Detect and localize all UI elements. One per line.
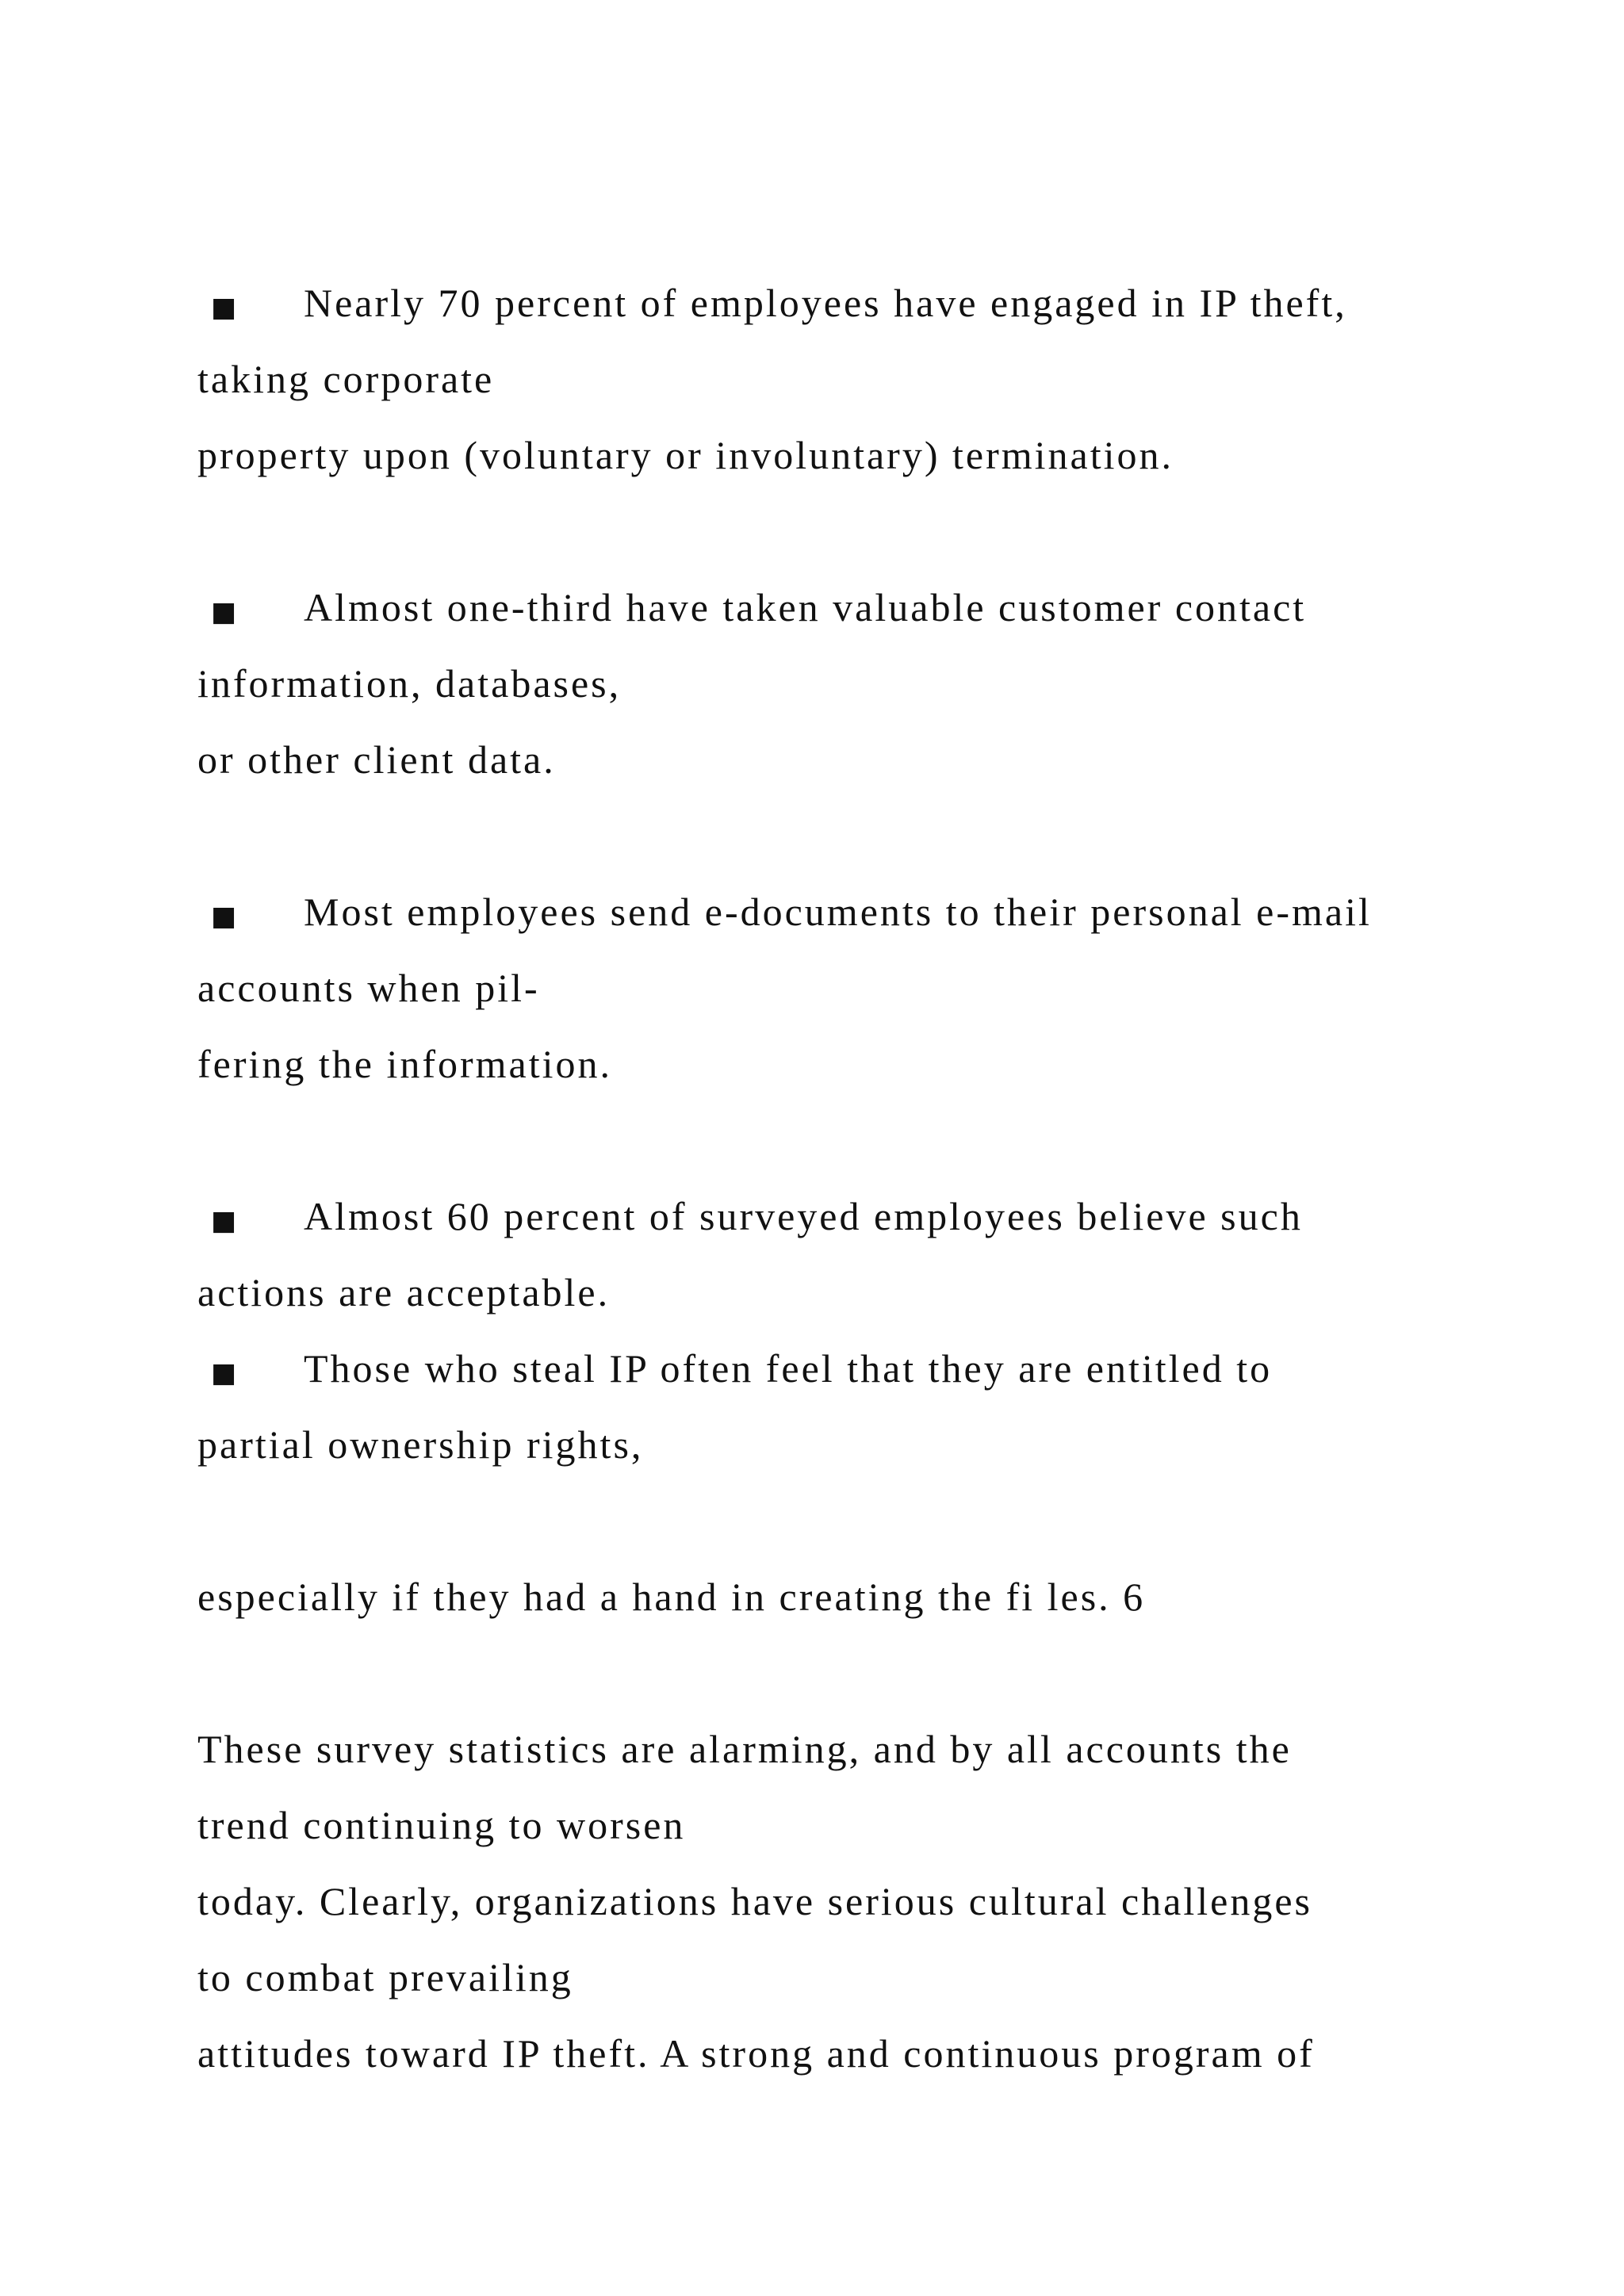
paragraph-line: attitudes toward IP theft. A strong and continuous program of (197, 2031, 1315, 2076)
bullet-text: Almost one-third have taken valuable customer contact (304, 585, 1307, 629)
bullet-text: Most employees send e-documents to their personal e-mail (304, 890, 1372, 934)
square-bullet-icon: ■ (211, 901, 239, 932)
bullet-item-1 (211, 265, 1347, 341)
square-bullet-icon: ■ (211, 596, 239, 628)
bullet-item-4 (211, 1178, 1303, 1254)
bullet-text: Almost 60 percent of surveyed employees believe such (304, 1194, 1303, 1238)
bullet-continuation: accounts when pil- (197, 966, 540, 1010)
bullet-continuation: actions are acceptable. (197, 1270, 611, 1314)
bullet-continuation: information, databases, (197, 661, 622, 706)
square-bullet-icon: ■ (211, 1205, 239, 1237)
bullet-item-2 (211, 569, 1306, 645)
square-bullet-icon: ■ (211, 1357, 239, 1389)
bullet-continuation: property upon (voluntary or involuntary) termination. (197, 433, 1174, 477)
paragraph-line: to combat prevailing (197, 1955, 573, 1999)
paragraph-line: trend continuing to worsen (197, 1803, 686, 1847)
bullet-text: Those who steal IP often feel that they are entitled to (304, 1346, 1273, 1391)
bullet-continuation: partial ownership rights, (197, 1422, 644, 1467)
bullet-text: Nearly 70 percent of employees have engaged in IP theft, (304, 281, 1347, 325)
paragraph-line: These survey statistics are alarming, and by all accounts the (197, 1727, 1292, 1771)
bullet-continuation: taking corporate (197, 357, 495, 401)
footnote-line: especially if they had a hand in creating the fi les. 6 (197, 1575, 1146, 1619)
paragraph-line: today. Clearly, organizations have serious cultural challenges (197, 1879, 1312, 1923)
bullet-continuation: or other client data. (197, 737, 556, 782)
square-bullet-icon: ■ (211, 292, 239, 323)
bullet-item-5 (211, 1330, 1272, 1406)
bullet-continuation: fering the information. (197, 1042, 613, 1086)
bullet-item-3 (211, 874, 1372, 950)
